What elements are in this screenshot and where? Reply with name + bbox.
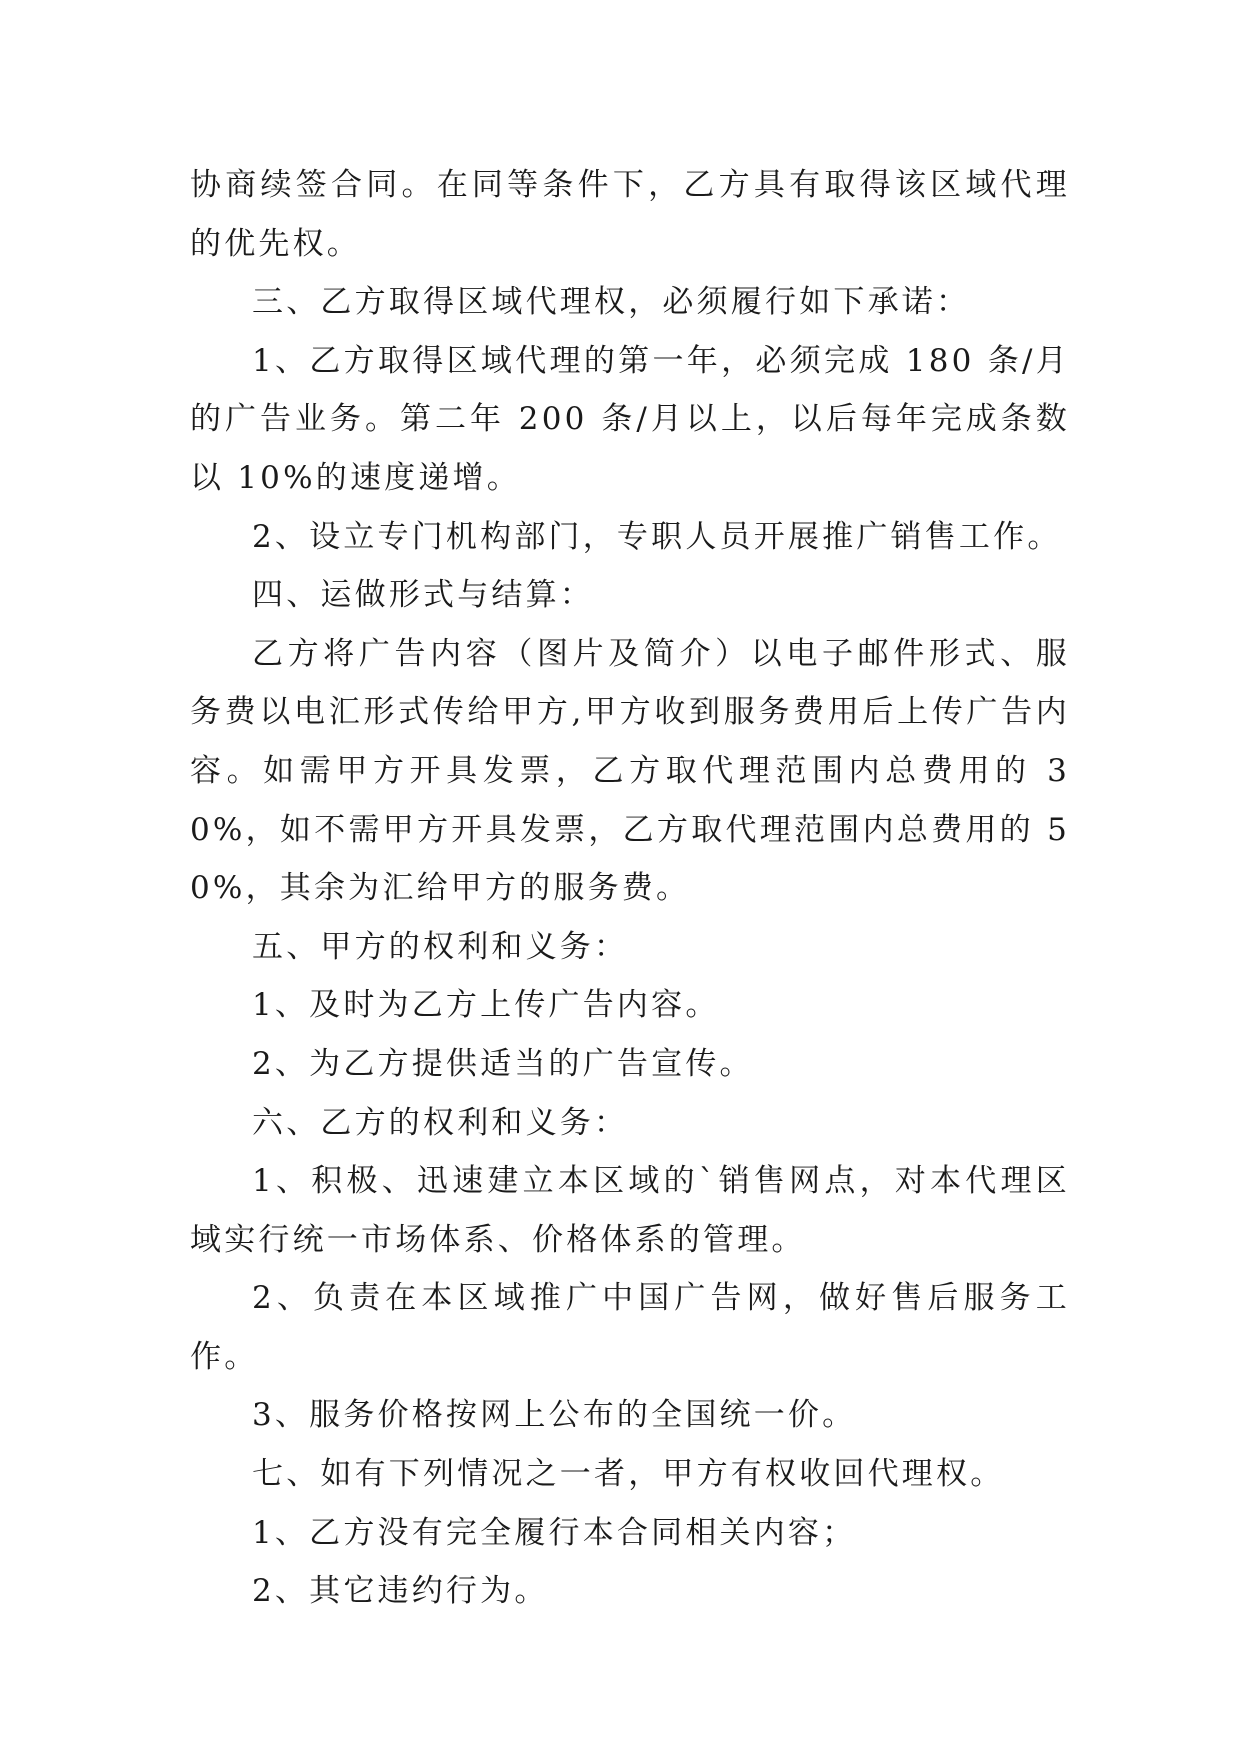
section-heading-3: 三、乙方取得区域代理权，必须履行如下承诺： (252, 284, 971, 321)
clause-5-2: 2、为乙方提供适当的广告宣传。 (252, 1045, 754, 1082)
section-heading-6: 六、乙方的权利和义务： (252, 1104, 629, 1141)
section-heading-4: 四、运做形式与结算： (252, 577, 594, 614)
clause-6-1: 1、积极、迅速建立本区域的`销售网点，对本代理区域实行统一市场体系、价格体系的管理。 (190, 1163, 1070, 1258)
clause-6-2: 2、负责在本区域推广中国广告网，做好售后服务工作。 (190, 1280, 1070, 1375)
section-heading-5: 五、甲方的权利和义务： (252, 928, 629, 965)
clause-5-1: 1、及时为乙方上传广告内容。 (252, 987, 720, 1024)
clause-7-1: 1、乙方没有完全履行本合同相关内容； (252, 1514, 857, 1551)
clause-3-2: 2、设立专门机构部门，专职人员开展推广销售工作。 (252, 518, 1062, 555)
clause-6-3: 3、服务价格按网上公布的全国统一价。 (252, 1397, 857, 1434)
clause-4-body: 乙方将广告内容（图片及简介）以电子邮件形式、服务费以电汇形式传给甲方,甲方收到服务费用后上传广告内容。如需甲方开具发票，乙方取代理范围内总费用的 30%，如不需甲方开具发票，乙方取代理范围内总费用的 50%，其余为汇给甲方的服务费。 (190, 635, 1070, 907)
document-body (190, 156, 1070, 1621)
section-heading-7: 七、如有下列情况之一者，甲方有权收回代理权。 (252, 1456, 1005, 1493)
clause-3-1: 1、乙方取得区域代理的第一年，必须完成 180 条/月的广告业务。第二年 200 条/月以上，以后每年完成条数以 10%的速度递增。 (190, 342, 1070, 496)
clause-7-2: 2、其它违约行为。 (252, 1573, 549, 1610)
paragraph-continuation: 协商续签合同。在同等条件下，乙方具有取得该区域代理的优先权。 (190, 167, 1070, 262)
